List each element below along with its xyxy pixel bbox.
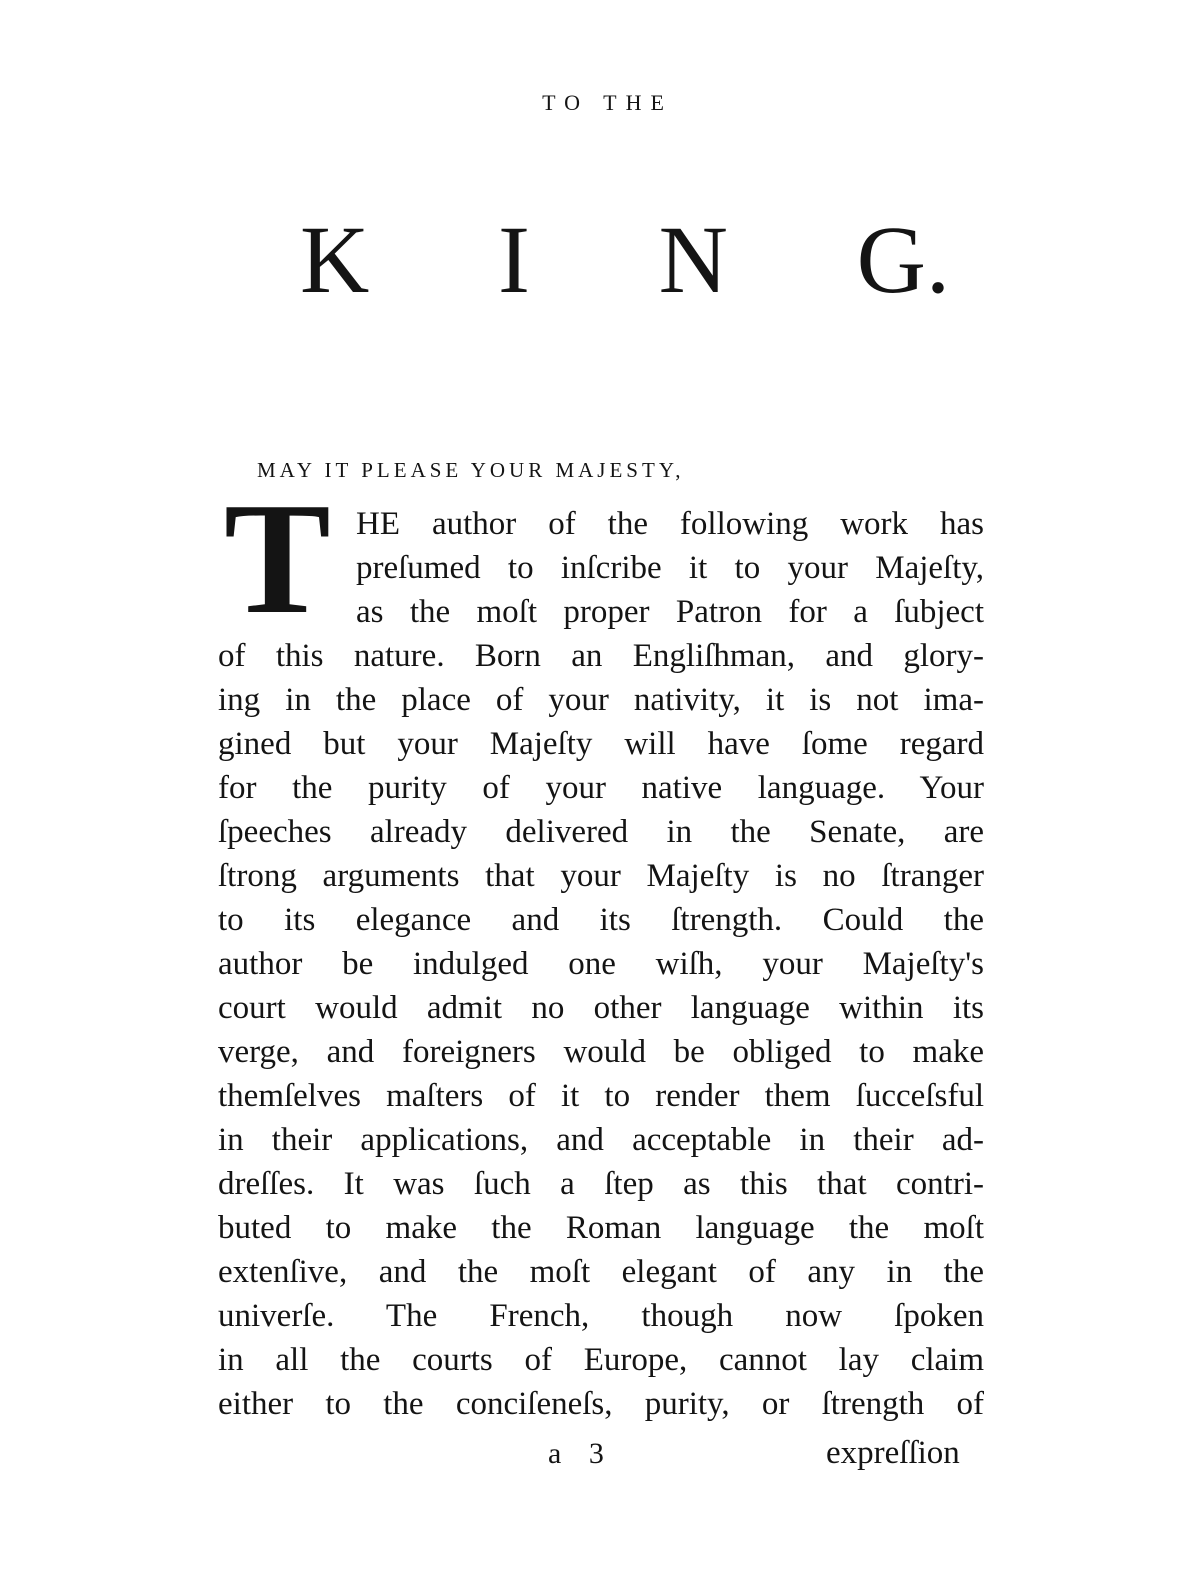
text-line: dreſſes. It was ſuch a ſtep as this that contri- — [218, 1166, 984, 1202]
text-line: verge, and foreigners would be obliged to make — [218, 1034, 984, 1070]
text-line: in their applications, and acceptable in their ad- — [218, 1122, 984, 1158]
heading-king — [300, 200, 950, 313]
text-line: HE author of the following work has — [356, 506, 984, 542]
text-line: for the purity of your native language. Your — [218, 770, 984, 806]
catchword: expreſſion — [826, 1435, 960, 1471]
text-line: univerſe. The French, though now ſpoken — [218, 1298, 984, 1334]
king-letter: K — [300, 206, 370, 313]
heading-to-the: TO THE — [542, 90, 673, 115]
text-line: buted to make the Roman language the moſt — [218, 1210, 984, 1246]
text-line: court would admit no other language within its — [218, 990, 984, 1026]
text-line: preſumed to inſcribe it to your Majeſty, — [356, 550, 984, 586]
text-line: of this nature. Born an Engliſhman, and glory- — [218, 638, 984, 674]
text-line: themſelves maſters of it to render them ſucceſsful — [218, 1078, 984, 1114]
text-line: as the moſt proper Patron for a ſubject — [356, 594, 984, 630]
text-line: gined but your Majeſty will have ſome regard — [218, 726, 984, 762]
text-line: ſtrong arguments that your Majeſty is no ſtranger — [218, 858, 984, 894]
signature-mark: a 3 — [548, 1437, 614, 1470]
text-line: ſpeeches already delivered in the Senate, are — [218, 814, 984, 850]
text-line: in all the courts of Europe, cannot lay claim — [218, 1342, 984, 1378]
text-line: author be indulged one wiſh, your Majeſty's — [218, 946, 984, 982]
king-letter: G. — [856, 206, 950, 313]
salutation: MAY IT PLEASE YOUR MAJESTY, — [257, 458, 685, 482]
text-line: ing in the place of your nativity, it is not ima- — [218, 682, 984, 718]
text-line: extenſive, and the moſt elegant of any in the — [218, 1254, 984, 1290]
king-letter: I — [498, 206, 530, 313]
text-line: either to the conciſeneſs, purity, or ſtrength of — [218, 1386, 984, 1422]
king-letter: N — [658, 206, 728, 313]
text-line: to its elegance and its ſtrength. Could the — [218, 902, 984, 938]
drop-cap: T — [224, 469, 331, 647]
